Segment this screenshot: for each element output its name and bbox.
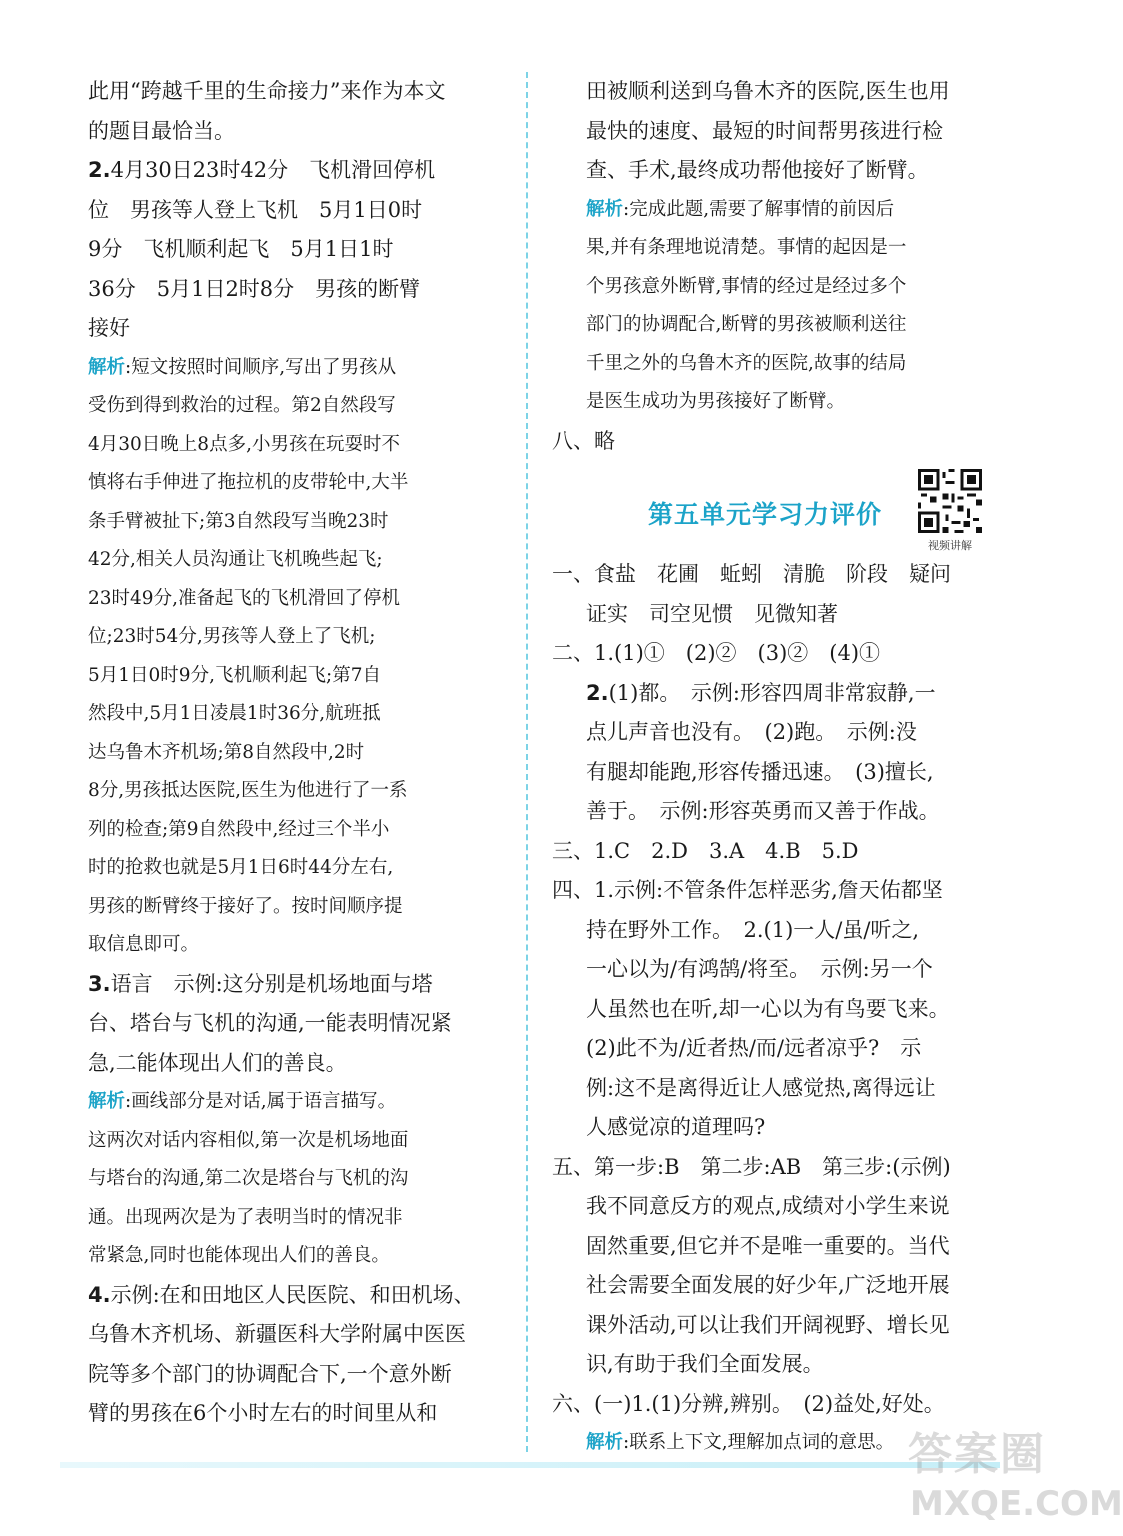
text-line: [88, 426, 500, 465]
line-text: 持在野外工作。 2.(1)一人/虽/听之,: [586, 917, 920, 942]
text-line: [88, 657, 500, 696]
line-text: 识,有助于我们全面发展。: [586, 1352, 824, 1376]
line-text: 一、食盐 花圃 蚯蚓 清脆 阶段 疑问: [552, 562, 951, 586]
column-divider: [526, 72, 528, 1452]
question-number: 4.: [88, 1282, 111, 1307]
text-line: [88, 1122, 500, 1161]
text-line: [552, 422, 992, 462]
line-text: 六、(一)1.(1)分辨,辨别。 (2)益处,好处。: [552, 1391, 945, 1416]
line-text: 课外活动,可以让我们开阔视野、增长见: [586, 1312, 950, 1337]
answers-unit5: [552, 555, 992, 1463]
text-line: [552, 1148, 992, 1188]
text-line: [552, 268, 992, 307]
text-line: [552, 151, 992, 191]
text-line: [552, 1227, 992, 1267]
line-text: 五、第一步:B 第二步:AB 第三步:(示例): [552, 1154, 951, 1179]
qr-caption: 视频讲解: [928, 539, 972, 552]
question-number: 3.: [88, 971, 111, 996]
left-column: [88, 72, 500, 1434]
unit-title: 第五单元学习力评价: [648, 500, 883, 529]
line-text: 通。出现两次是为了表明当时的情况非: [88, 1206, 403, 1228]
text-line: [552, 911, 992, 951]
text-line: [552, 72, 992, 112]
text-line: [552, 555, 992, 595]
text-line: [88, 1004, 500, 1044]
line-text: 示例:在和田地区人民医院、和田机场、: [110, 1282, 475, 1307]
line-text: (1)都。 示例:形容四周非常寂静,一: [608, 680, 936, 705]
text-line: [88, 503, 500, 542]
line-text: 语言 示例:这分别是机场地面与塔: [110, 971, 433, 996]
line-text: 社会需要全面发展的好少年,广泛地开展: [586, 1273, 950, 1297]
text-line: [88, 1160, 500, 1199]
line-text: (2)此不为/近者热/而/远者凉乎? 示: [586, 1036, 922, 1060]
line-text: 的题目最恰当。: [88, 118, 235, 143]
line-text: 台、塔台与飞机的沟通,一能表明情况紧: [88, 1011, 452, 1035]
line-text: 这两次对话内容相似,第一次是机场地面: [88, 1129, 409, 1151]
text-line: [552, 674, 992, 714]
text-line: [88, 1237, 500, 1276]
line-text: 人感觉凉的道理吗?: [586, 1115, 766, 1139]
text-line: [552, 1345, 992, 1385]
text-line: [552, 990, 992, 1030]
line-text: 受伤到得到救治的过程。第2自然段写: [88, 395, 396, 416]
line-text: 列的检查;第9自然段中,经过三个半小: [88, 818, 390, 840]
line-text: 9分 飞机顺利起飞 5月1日1时: [88, 237, 394, 261]
line-text: 男孩的断臂终于接好了。按时间顺序提: [88, 895, 403, 917]
line-text: 证实 司空见惯 见微知著: [586, 601, 838, 626]
line-text: 急,二能体现出人们的善良。: [88, 1050, 347, 1075]
line-text: :短文按照时间顺序,写出了男孩从: [125, 356, 397, 378]
text-line: [88, 1315, 500, 1355]
text-line: [552, 634, 992, 674]
line-text: 取信息即可。: [88, 934, 200, 955]
line-text: 此用“跨越千里的生命接力”来作为本文: [88, 79, 446, 103]
line-text: 查、手术,最终成功帮他接好了断臂。: [586, 158, 929, 182]
line-text: 接好: [88, 316, 130, 340]
watermark-url: MXQE.COM: [910, 1484, 1123, 1524]
text-line: [552, 1266, 992, 1306]
line-text: 4月30日晚上8点多,小男孩在玩耍时不: [88, 433, 400, 455]
text-line: [88, 580, 500, 619]
line-text: :联系上下文,理解加点词的意思。: [623, 1432, 895, 1453]
line-text: 条手臂被扯下;第3自然段写当晚23时: [88, 510, 389, 532]
line-text: 臂的男孩在6个小时左右的时间里从和: [88, 1401, 438, 1425]
text-line: [552, 595, 992, 635]
line-text: 常紧急,同时也能体现出人们的善良。: [88, 1245, 390, 1266]
text-line: [88, 191, 500, 231]
line-text: 固然重要,但它并不是唯一重要的。当代: [586, 1233, 950, 1258]
line-text: 点儿声音也没有。 (2)跑。 示例:没: [586, 720, 917, 744]
line-text: 例:这不是离得近让人感觉热,离得远让: [586, 1075, 936, 1100]
line-text: 是医生成功为男孩接好了断臂。: [586, 391, 846, 412]
text-line: [88, 772, 500, 811]
line-text: 有腿却能跑,形容传播迅速。 (3)擅长,: [586, 759, 934, 784]
analysis-tag: 解析: [586, 1432, 624, 1453]
line-text: 个男孩意外断臂,事情的经过是经过多个: [586, 275, 907, 297]
unit-header: [552, 467, 992, 555]
text-line: [88, 888, 500, 927]
line-text: 田被顺利送到乌鲁木齐的医院,医生也用: [586, 79, 950, 103]
line-text: 三、1.C 2.D 3.A 4.B 5.D: [552, 838, 859, 863]
line-text: 二、1.(1)① (2)② (3)② (4)①: [552, 641, 881, 665]
text-line: [88, 464, 500, 503]
text-line: [88, 270, 500, 310]
line-text: 最快的速度、最短的时间帮男孩进行检: [586, 118, 943, 143]
line-text: 部门的协调配合,断臂的男孩被顺利送往: [586, 314, 907, 335]
line-text: 4月30日23时42分 飞机滑回停机: [110, 158, 436, 182]
line-text: 8分,男孩抵达医院,医生为他进行了一系: [88, 780, 408, 801]
text-line: [552, 306, 992, 345]
line-text: :画线部分是对话,属于语言描写。: [125, 1091, 397, 1112]
text-line: [552, 713, 992, 753]
line-text: 人虽然也在听,却一心以为有鸟要飞来。: [586, 996, 950, 1021]
right-column: [552, 72, 992, 1463]
analysis-tag: 解析: [586, 198, 624, 220]
text-line: [552, 112, 992, 152]
text-line: [552, 229, 992, 268]
text-line: [552, 383, 992, 422]
text-line: [88, 849, 500, 888]
line-text: :完成此题,需要了解事情的前因后: [623, 198, 895, 220]
line-text: 我不同意反方的观点,成绩对小学生来说: [586, 1194, 950, 1218]
text-line: [88, 72, 500, 112]
text-line: [552, 1306, 992, 1346]
text-line: [88, 811, 500, 850]
text-line: [88, 1276, 500, 1316]
text-line: [88, 1044, 500, 1084]
text-line: [88, 1199, 500, 1238]
text-line: [552, 832, 992, 872]
text-line: [88, 230, 500, 270]
qr-code-icon[interactable]: [918, 469, 982, 533]
text-line: [552, 345, 992, 384]
line-text: 达乌鲁木齐机场;第8自然段中,2时: [88, 741, 365, 763]
line-text: 千里之外的乌鲁木齐的医院,故事的结局: [586, 352, 907, 374]
line-text: 42分,相关人员沟通让飞机晚些起飞;: [88, 549, 383, 570]
line-text: 时的抢救也就是5月1日6时44分左右,: [88, 857, 394, 878]
line-text: 位 男孩等人登上飞机 5月1日0时: [88, 197, 423, 222]
line-text: 然段中,5月1日凌晨1时36分,航班抵: [88, 703, 381, 724]
text-line: [88, 926, 500, 965]
line-text: 一心以为/有鸿鹄/将至。 示例:另一个: [586, 957, 933, 981]
line-text: 八、略: [552, 428, 615, 453]
text-line: [88, 387, 500, 426]
text-line: [88, 541, 500, 580]
text-line: [552, 1187, 992, 1227]
text-line: [552, 1029, 992, 1069]
text-line: [552, 191, 992, 230]
text-line: [88, 112, 500, 152]
line-text: 院等多个部门的协调配合下,一个意外断: [88, 1361, 452, 1386]
line-text: 果,并有条理地说清楚。事情的起因是一: [586, 237, 907, 258]
line-text: 5月1日0时9分,飞机顺利起飞;第7自: [88, 664, 381, 686]
text-line: [552, 1069, 992, 1109]
text-line: [88, 1355, 500, 1395]
line-text: 慎将右手伸进了拖拉机的皮带轮中,大半: [88, 472, 409, 493]
line-text: 善于。 示例:形容英勇而又善于作战。: [586, 799, 940, 823]
text-line: [88, 965, 500, 1005]
line-text: 四、1.示例:不管条件怎样恶劣,詹天佑都坚: [552, 878, 943, 902]
analysis-tag: 解析: [88, 1091, 126, 1112]
question-number: 2.: [88, 158, 111, 182]
text-line: [88, 1083, 500, 1122]
text-line: [88, 349, 500, 388]
text-line: [552, 950, 992, 990]
text-line: [88, 695, 500, 734]
line-text: 乌鲁木齐机场、新疆医科大学附属中医医: [88, 1322, 466, 1346]
footer-bar: [60, 1462, 1000, 1468]
text-line: [552, 871, 992, 911]
text-line: [552, 753, 992, 793]
watermark-text: 答案圈: [908, 1429, 1046, 1480]
answers-unit4-continued: [552, 72, 992, 461]
line-text: 36分 5月1日2时8分 男孩的断臂: [88, 276, 421, 301]
text-line: [552, 792, 992, 832]
text-line: [88, 618, 500, 657]
line-text: 与塔台的沟通,第二次是塔台与飞机的沟: [88, 1168, 409, 1189]
watermark-logo: [900, 1418, 1123, 1533]
text-line: [88, 151, 500, 191]
analysis-tag: 解析: [88, 356, 126, 378]
text-line: [552, 1108, 992, 1148]
line-text: 23时49分,准备起飞的飞机滑回了停机: [88, 587, 400, 609]
line-text: 位;23时54分,男孩等人登上了飞机;: [88, 626, 376, 647]
text-line: [88, 734, 500, 773]
question-number: 2.: [586, 680, 609, 705]
text-line: [88, 309, 500, 349]
text-line: [88, 1394, 500, 1434]
